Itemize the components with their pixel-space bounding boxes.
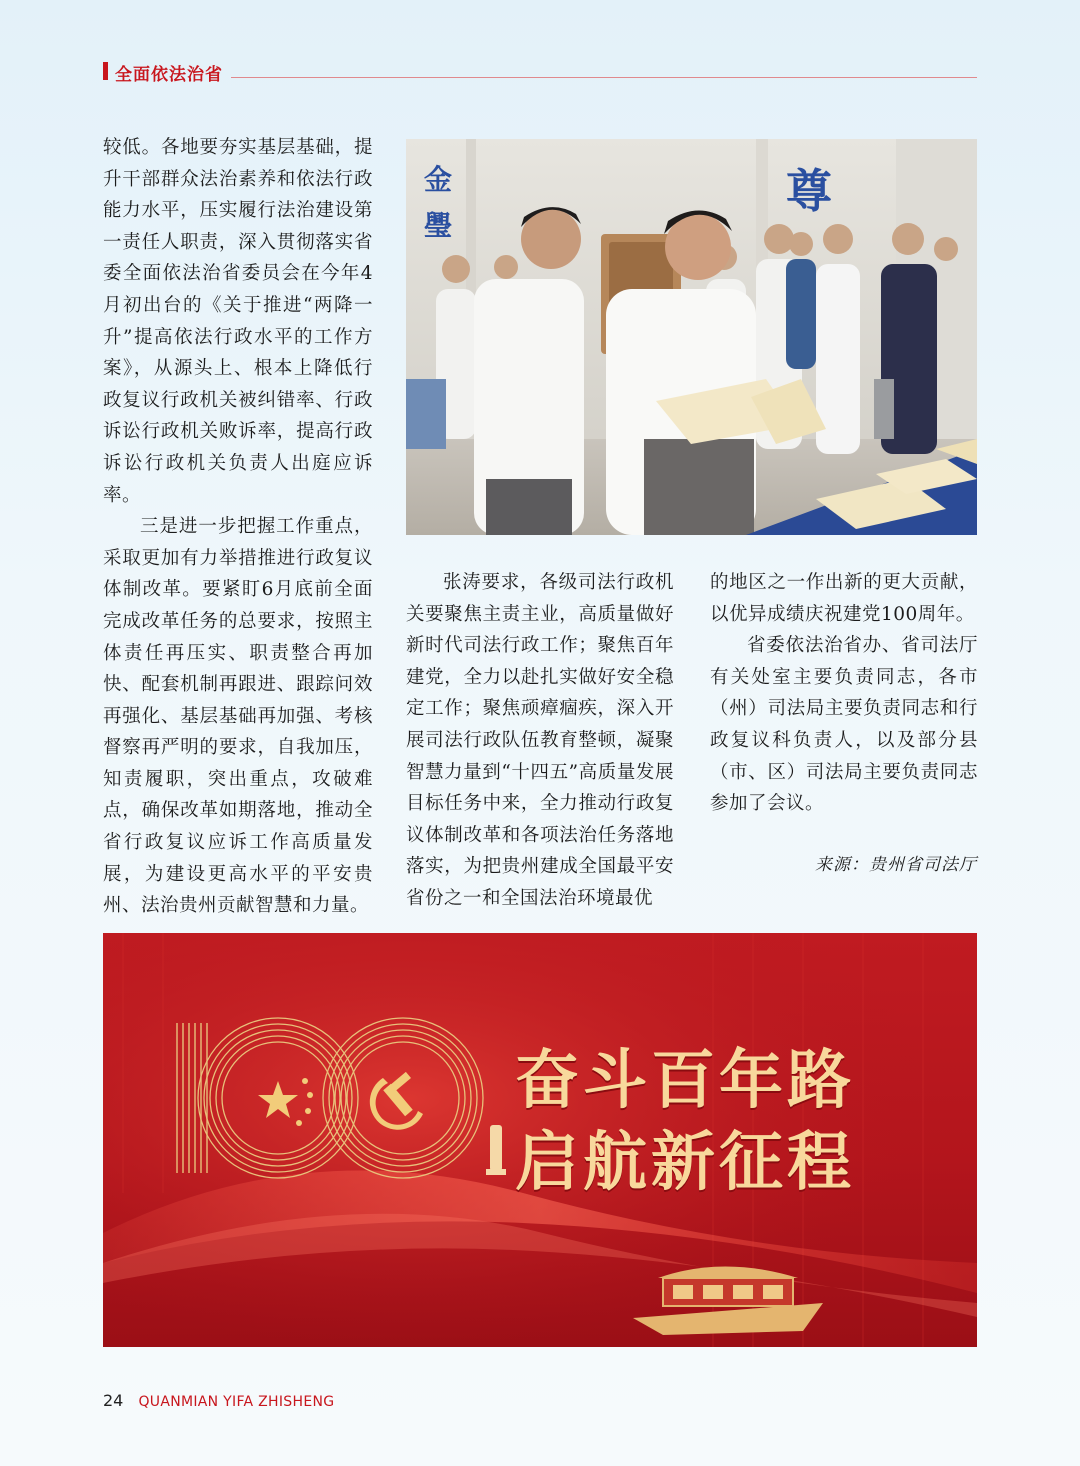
paragraph: 较低。各地要夯实基层基础，提升干部群众法治素养和依法行政能力水平，压实履行法治建设第一责任人职责，深入贯彻落实省委全面依法治省委员会在今年4月初出台的《关于推进“两降一升”提高依法行政水平的工作方案》，从源头上、根本上降低行政复议行政机关被纠错率、行政诉讼行政机关败诉率，提高行政诉讼行政机关负责人出庭应诉率。 xyxy=(103,137,373,506)
page-footer xyxy=(103,1391,334,1410)
section-title: 全面依法治省 xyxy=(115,65,223,85)
banner-title-line2: 启航新征程 xyxy=(515,1126,855,1200)
article-column-middle xyxy=(406,567,674,915)
sign-char: 璺 xyxy=(424,209,453,242)
article-source: 来源：贵州省司法厅 xyxy=(815,855,977,875)
magazine-name: QUANMIAN YIFA ZHISHENG xyxy=(138,1394,335,1410)
page-number: 24 xyxy=(103,1391,124,1410)
article-column-right xyxy=(710,567,978,820)
meeting-photo xyxy=(406,139,977,535)
section-header xyxy=(103,60,977,84)
sign-char: 金 xyxy=(424,163,453,196)
paragraph: 省委依法治省办、省司法厅有关处室主要负责同志，各市（州）司法局主要负责同志和行政复议科负责人，以及部分县（市、区）司法局主要负责同志参加了会议。 xyxy=(710,635,978,815)
centenary-banner xyxy=(103,933,977,1347)
section-marker xyxy=(103,62,108,80)
sign-char: 尊 xyxy=(786,164,832,218)
article-column-left xyxy=(103,132,373,922)
banner-title-line1: 奋斗百年路 xyxy=(515,1044,855,1118)
paragraph: 张涛要求，各级司法行政机关要聚焦主责主业，高质量做好新时代司法行政工作；聚焦百年建党，全力以赴扎实做好安全稳定工作；聚焦顽瘴痼疾，深入开展司法行政队伍教育整顿，凝聚智慧力量到“十四五”高质量发展目标任务中来，全力推动行政复议体制改革和各项法治任务落地落实，为把贵州建成全国最平安省份之一和全国法治环境最优 xyxy=(406,572,674,909)
header-rule xyxy=(231,77,977,78)
paragraph: 的地区之一作出新的更大贡献，以优异成绩庆祝建党100周年。 xyxy=(710,572,978,625)
paragraph: 三是进一步把握工作重点，采取更加有力举措推进行政复议体制改革。要紧盯6月底前全面完成改革任务的总要求，按照主体责任再压实、职责整合再加快、配套机制再跟进、跟踪问效再强化、基层基础再加强、考核督察再严明的要求，自我加压，知责履职，突出重点，攻破难点，确保改革如期落地，推动全省行政复议应诉工作高质量发展，为建设更高水平的平安贵州、法治贵州贡献智慧和力量。 xyxy=(103,516,373,917)
